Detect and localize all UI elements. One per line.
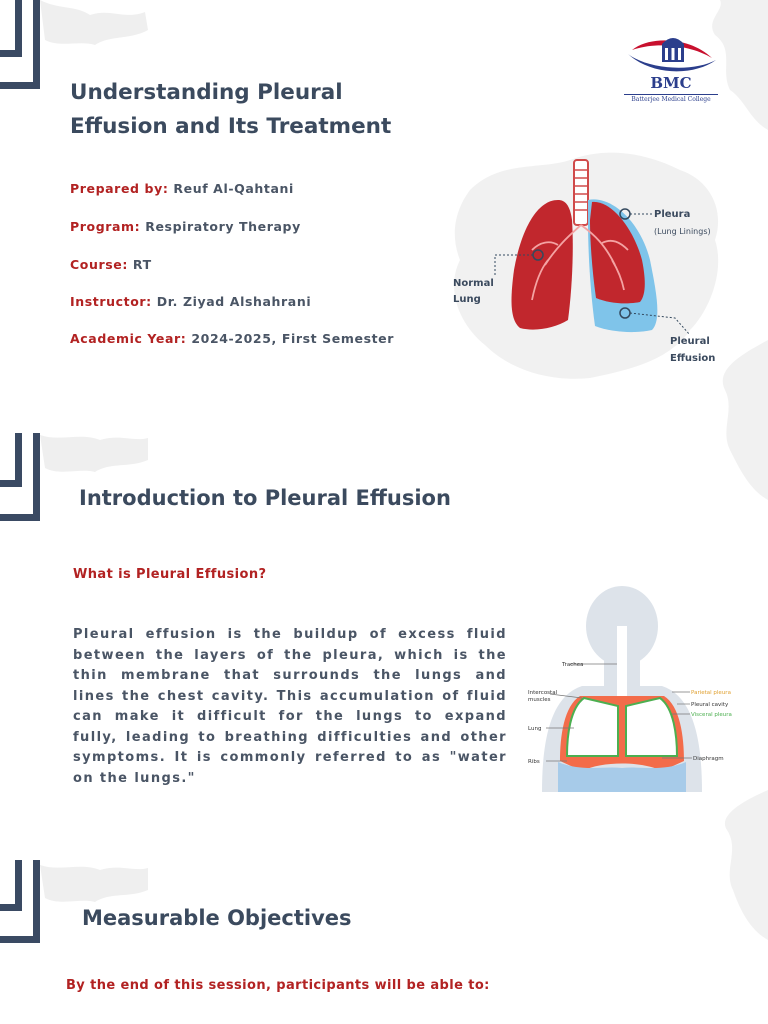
label-lung-anatomy: Lung bbox=[528, 726, 542, 732]
anatomy-diagram bbox=[522, 586, 740, 792]
label-parietal: Parietal pleura bbox=[691, 690, 731, 696]
instructor-value: Dr. Ziyad Alshahrani bbox=[156, 294, 312, 309]
label-ribs: Ribs bbox=[528, 759, 540, 765]
label-lung-linings: (Lung Linings) bbox=[654, 227, 711, 236]
academic-year bbox=[70, 331, 394, 346]
college-logo bbox=[624, 28, 718, 108]
label-cavity: Pleural cavity bbox=[691, 702, 729, 708]
program-value: Respiratory Therapy bbox=[145, 219, 301, 234]
instructor bbox=[70, 294, 311, 309]
lung-diagram bbox=[440, 140, 730, 385]
academic-year-value: 2024-2025, First Semester bbox=[191, 331, 395, 346]
prepared-by-label: Prepared by: bbox=[70, 181, 169, 196]
label-visceral: Visceral pleura bbox=[691, 712, 732, 718]
corner-bracket-objectives bbox=[0, 850, 150, 945]
prepared-by bbox=[70, 181, 294, 196]
label-intercostal: Intercostal bbox=[528, 690, 558, 696]
academic-year-label: Academic Year: bbox=[70, 331, 187, 346]
label-pleural: Pleural bbox=[670, 336, 710, 347]
logo-abbr: BMC bbox=[650, 74, 692, 92]
logo-name: Batterjee Medical College bbox=[624, 94, 718, 103]
course-value: RT bbox=[132, 257, 152, 272]
objectives-heading: Measurable Objectives bbox=[82, 906, 352, 930]
program bbox=[70, 219, 301, 234]
intro-subheading: What is Pleural Effusion? bbox=[73, 567, 267, 582]
label-normal: Normal bbox=[453, 278, 494, 289]
course-label: Course: bbox=[70, 257, 128, 272]
page-title bbox=[70, 76, 430, 144]
label-trachea: Trachea bbox=[562, 662, 584, 668]
title-line-2: Effusion and Its Treatment bbox=[70, 114, 392, 139]
course bbox=[70, 257, 152, 272]
instructor-label: Instructor: bbox=[70, 294, 152, 309]
label-pleura: Pleura bbox=[654, 209, 691, 220]
title-line-1: Understanding Pleural bbox=[70, 80, 343, 105]
label-diaphragm: Diaphragm bbox=[693, 756, 724, 762]
label-effusion: Effusion bbox=[670, 353, 716, 364]
corner-bracket-intro bbox=[0, 430, 150, 525]
intro-heading: Introduction to Pleural Effusion bbox=[79, 486, 451, 510]
prepared-by-value: Reuf Al-Qahtani bbox=[173, 181, 294, 196]
decorative-splash-bottom-right bbox=[705, 790, 768, 940]
intro-paragraph: Pleural effusion is the buildup of excess fluid between the layers of the pleura, which is the thin membrane that surrounds the lungs and lines the chest cavity. This accumulation of fluid can make it difficult for the lungs to expand fully, leading to breathing difficulties and other symptoms. It is commonly referred to as "water on the lungs." bbox=[73, 627, 507, 786]
college-dome-logo-icon bbox=[624, 28, 718, 78]
objectives-intro: By the end of this session, participants will be able to: bbox=[66, 978, 490, 993]
label-lung: Lung bbox=[453, 294, 481, 305]
label-muscles: muscles bbox=[528, 697, 551, 703]
program-label: Program: bbox=[70, 219, 141, 234]
